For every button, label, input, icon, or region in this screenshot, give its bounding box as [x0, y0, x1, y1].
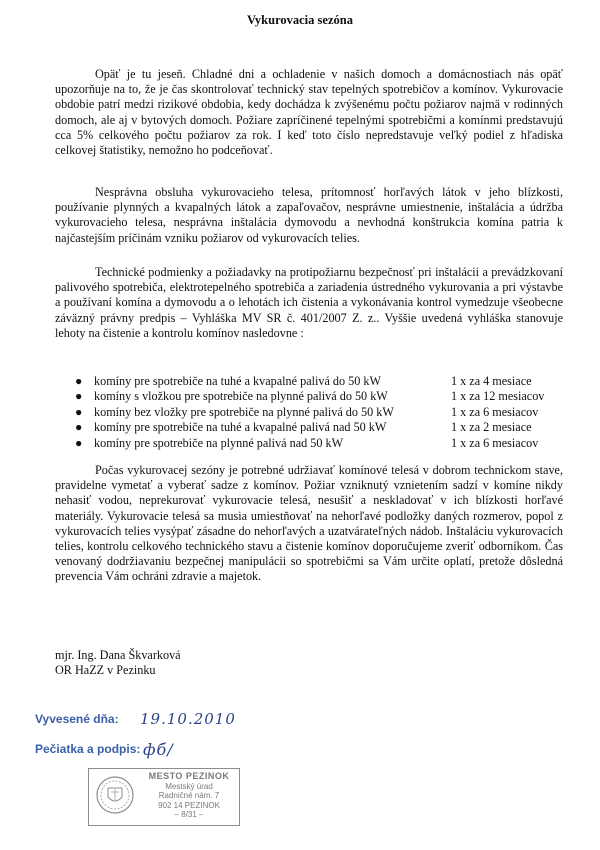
- official-stamp: [88, 768, 240, 826]
- list-item-text: komíny bez vložky pre spotrebiče na plynné palivá do 50 kW: [94, 404, 394, 419]
- list-item: [75, 405, 565, 420]
- stamp-line-number: – 8/31 –: [174, 810, 204, 819]
- list-item-text: komíny pre spotrebiče na tuhé a kvapalné palivá do 50 kW: [94, 374, 381, 388]
- coat-of-arms-seal-icon: [95, 775, 135, 815]
- list-item: [75, 374, 565, 389]
- bullet-icon: ●: [75, 404, 83, 419]
- list-item-frequency: 1 x za 12 mesiacov: [451, 389, 545, 404]
- list-item-text: komíny pre spotrebiče na plynné palivá nad 50 kW: [94, 435, 344, 450]
- paragraph-regulation: Technické podmienky a požiadavky na protipožiarnu bezpečnosť pri inštalácii a prevádzkovaní palivového spotrebiča, elektrotepelného spotrebiča a zariadenia ústredného vykurovania a pri výstavbe a používaní komína a dymovodu a o lehotách ich čistenia a vykonávania kontrol vymedzuje všeobecne záväzný právny predpis – Vyhláška MV SR č. 401/2007 Z. z.. Vyššie uvedená vyhláška stanovuje lehoty na čistenie a kontrolu komínov nasledovne :: [55, 265, 563, 340]
- stamp-signature-label: Pečiatka a podpis:: [35, 742, 141, 756]
- posted-date-label: Vyvesené dňa:: [35, 712, 119, 726]
- paragraph-causes: Nesprávna obsluha vykurovacieho telesa, prítomnosť horľavých látok v jeho blízkosti, používanie plynných a kvapalných látok a zapaľovačov, nesprávne umiestnenie, inštalácia a údržba vykurovacieho telesa, nesprávna inštalácia dymovodu a nevhodná konštrukcia komína patria k najčastejším príčinám vzniku požiarov od vykurovacích telies.: [55, 185, 563, 245]
- bullet-icon: ●: [75, 374, 83, 388]
- list-item-text: komíny s vložkou pre spotrebiče na plynné palivá do 50 kW: [94, 389, 388, 404]
- list-item-frequency: 1 x za 2 mesiace: [451, 420, 532, 435]
- document-title: Vykurovacia sezóna: [247, 13, 353, 27]
- list-item: [75, 436, 565, 451]
- paragraph-advice: Počas vykurovacej sezóny je potrebné udržiavať komínové telesá v dobrom technickom stave, pravidelne vymetať a vyberať sadze z komínov. Požiar vzniknutý vznietením sadzí v komíne nikdy nehasiť vodou, neprekurovať vykurovacie telesá, nesušiť a neskladovať v ich blízkosti horľavé materiály. Vykurovacie telesá sa musia umiestňovať na nehorľavé podložky daných rozmerov, popol z vykurovacích telies vysýpať zásadne do nehorľavých a uzatvárateľných nádob. Inštaláciu vykurovacích telies, kontrolu celkového technického stavu a čistenie komínov doporučujeme zveriť odborníkom. Čas venovaný dodržiavaniu bezpečnej manipulácii so spotrebičmi sa Vám určite oplatí, pretože dôsledná prevencia Vám ochráni zdravie a majetok.: [55, 463, 563, 584]
- list-item-frequency: 1 x za 4 mesiace: [451, 374, 532, 388]
- list-item: [75, 389, 565, 404]
- handwritten-signature: фб/: [143, 740, 174, 759]
- signature-block: [55, 648, 181, 679]
- list-item: [75, 420, 565, 435]
- list-item-text: komíny pre spotrebiče na tuhé a kvapalné palivá nad 50 kW: [94, 420, 387, 435]
- stamp-text: [141, 772, 237, 820]
- signature-organization: OR HaZZ v Pezinku: [55, 663, 156, 678]
- stamp-line-street: Radničné nám. 7: [158, 791, 220, 800]
- stamp-line-postcode: 902 14 PEZINOK: [158, 800, 220, 810]
- bullet-icon: ●: [75, 389, 83, 404]
- bullet-icon: ●: [75, 435, 83, 450]
- list-item-frequency: 1 x za 6 mesiacov: [451, 404, 539, 419]
- cleaning-intervals-list: [75, 374, 565, 451]
- signature-name: mjr. Ing. Dana Škvarková: [55, 648, 181, 662]
- stamp-line-office: Mestský úrad: [165, 781, 213, 791]
- stamp-line-municipality: MESTO PEZINOK: [148, 771, 230, 781]
- bullet-icon: ●: [75, 420, 83, 435]
- paragraph-intro: Opäť je tu jeseň. Chladné dni a ochladenie v našich domoch a domácnostiach nás opäť upozorňuje na to, že je čas skontrolovať technický stav tepelných spotrebičov a komínov. Vykurovacie obdobie patrí medzi rizikové obdobia, kedy dochádza k zvýšenému počtu požiarov najmä v rodinných domoch, ale aj v bytových domoch. Požiare zapríčinené tepelnými spotrebičmi a komínmi predstavujú cca 5% celkového počtu požiarov za rok. I keď toto číslo nepredstavuje veľký podiel z hľadiska celkovej štatistiky, nemožno ho podceňovať.: [55, 67, 563, 158]
- list-item-frequency: 1 x za 6 mesiacov: [451, 435, 539, 450]
- posted-date-handwritten: 19.10.2010: [140, 710, 236, 728]
